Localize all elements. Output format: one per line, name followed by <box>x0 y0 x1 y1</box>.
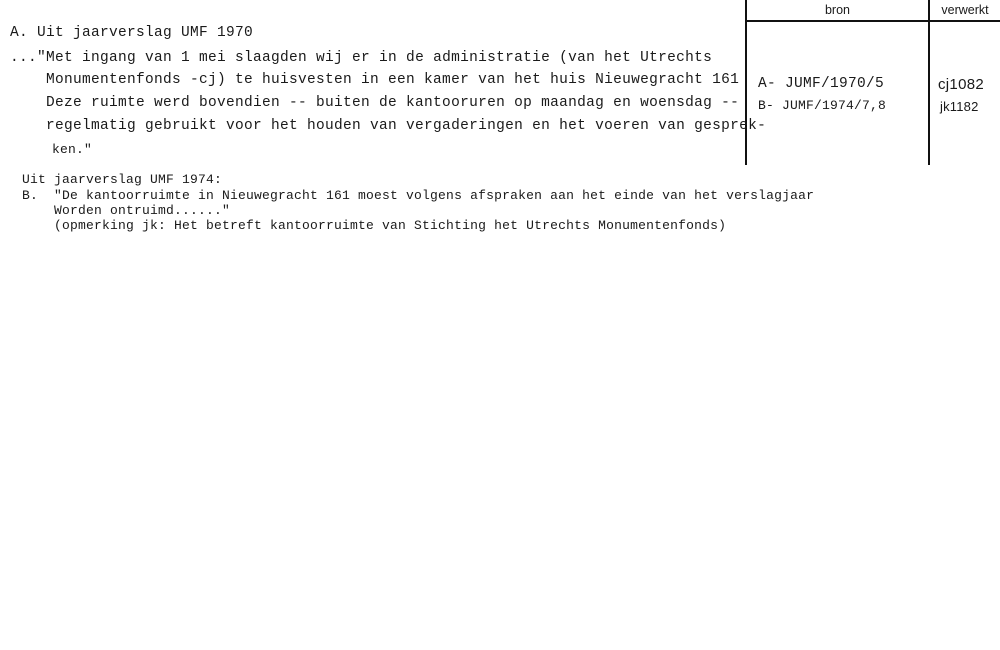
section-a-quote-line: ken." <box>52 142 93 157</box>
section-a-quote-line: Deze ruimte werd bovendien -- buiten de kantooruren op maandag en woensdag -- <box>46 95 740 111</box>
section-a-quote-line: Monumentenfonds -cj) te huisvesten in een kamer van het huis Nieuwegracht 161 <box>46 72 740 88</box>
column-header-source: bron <box>824 3 851 17</box>
table-row-a-source: A- JUMF/1970/5 <box>758 76 885 92</box>
section-b-quote-line: Worden ontruimd......" <box>54 203 231 218</box>
table-row-b-processed: jk1182 <box>940 99 979 114</box>
section-b-remark: (opmerking jk: Het betreft kantoorruimte van Stichting het Utrechts Monumentenfonds) <box>54 218 727 233</box>
column-header-processed: verwerkt <box>941 3 989 17</box>
table-row-b-source: B- JUMF/1974/7,8 <box>758 98 887 113</box>
table-row-a-processed: cj1082 <box>938 76 985 93</box>
section-a-heading: A. Uit jaarverslag UMF 1970 <box>10 25 254 41</box>
section-a-quote-line: regelmatig gebruikt voor het houden van vergaderingen en het voeren van gesprek- <box>46 118 767 134</box>
table-column-divider <box>928 0 930 165</box>
table-left-border <box>745 0 747 165</box>
table-header-rule <box>745 20 1000 22</box>
section-b-heading: Uit jaarverslag UMF 1974: <box>22 172 223 187</box>
section-b-quote-line: "De kantoorruimte in Nieuwegracht 161 moest volgens afspraken aan het einde van het verslagjaar <box>54 188 815 203</box>
section-a-quote-line: ..."Met ingang van 1 mei slaagden wij er in de administratie (van het Utrechts <box>10 50 713 66</box>
section-b-label: B. <box>22 188 39 203</box>
